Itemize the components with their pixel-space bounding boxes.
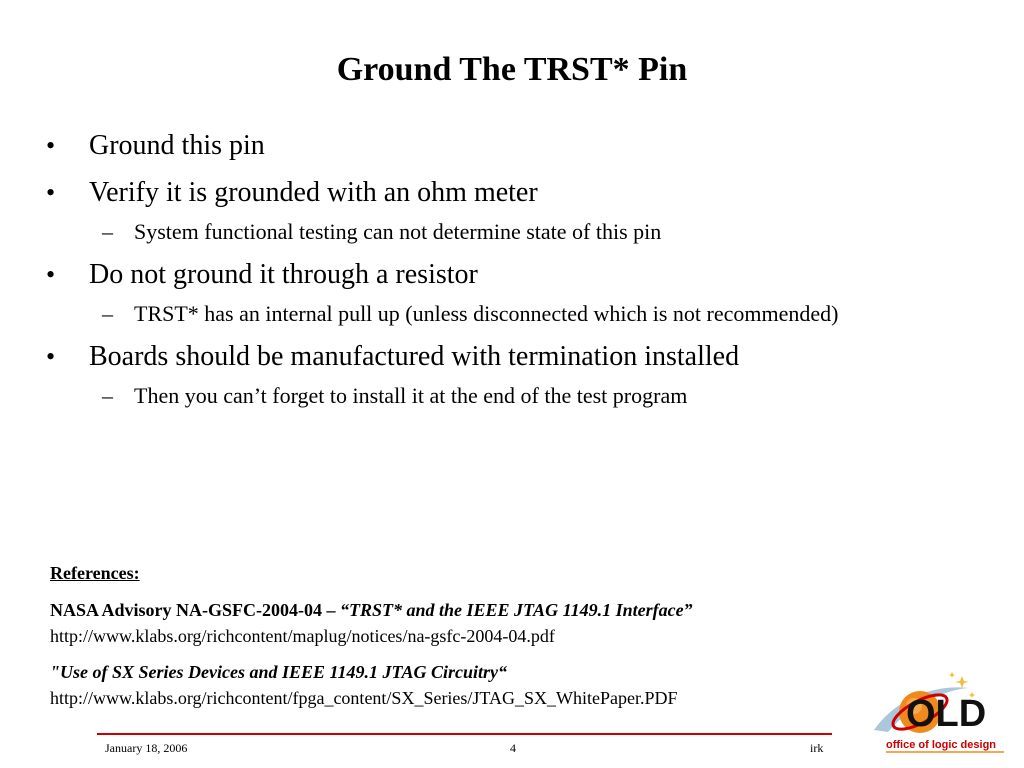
- footer-rule: [97, 733, 832, 735]
- sub-bullet-text: Then you can’t forget to install it at the end of the test program: [134, 383, 688, 408]
- sub-bullet-text: System functional testing can not determine state of this pin: [134, 219, 662, 244]
- bullet-text: Verify it is grounded with an ohm meter: [89, 177, 538, 208]
- bullet-text: Do not ground it through a resistor: [89, 259, 478, 290]
- reference-title: “TRST* and the IEEE JTAG 1149.1 Interface”: [340, 600, 693, 620]
- footer-page-number: 4: [510, 741, 516, 755]
- bullet-item: [40, 337, 940, 377]
- bullet-item: [40, 255, 940, 295]
- reference-item: [50, 597, 890, 649]
- bullet-dot-icon: •: [46, 131, 56, 160]
- bullet-list: [40, 126, 940, 412]
- reference-url[interactable]: http://www.klabs.org/richcontent/fpga_content/SX_Series/JTAG_SX_WhitePaper.PDF: [50, 688, 678, 708]
- dash-icon: –: [102, 219, 113, 244]
- bullet-item: [40, 173, 940, 213]
- dash-icon: –: [102, 301, 113, 326]
- bullet-dot-icon: •: [46, 178, 56, 207]
- references-heading: References:: [50, 563, 140, 583]
- bullet-text: Boards should be manufactured with termination installed: [89, 341, 740, 372]
- references-section: [50, 560, 890, 721]
- reference-url[interactable]: http://www.klabs.org/richcontent/maplug/notices/na-gsfc-2004-04.pdf: [50, 626, 555, 646]
- reference-lead: NASA Advisory NA-GSFC-2004-04 –: [50, 600, 341, 620]
- bullet-dot-icon: •: [46, 342, 56, 371]
- sub-bullet-item: [40, 379, 874, 412]
- sub-bullet-item: [40, 297, 874, 330]
- bullet-item: [40, 126, 940, 166]
- sub-bullet-item: [40, 215, 874, 248]
- bullet-dot-icon: •: [46, 260, 56, 289]
- logo-tagline: office of logic design: [886, 739, 997, 751]
- office-of-logic-design-logo: [866, 668, 1016, 760]
- reference-title: "Use of SX Series Devices and IEEE 1149.1 JTAG Circuitry“: [50, 662, 508, 682]
- footer-date: January 18, 2006: [105, 741, 188, 755]
- footer-author: irk: [810, 741, 824, 755]
- dash-icon: –: [102, 383, 113, 408]
- slide-title: Ground The TRST* Pin: [336, 51, 688, 88]
- reference-item: [50, 659, 890, 711]
- sub-bullet-text: TRST* has an internal pull up (unless disconnected which is not recommended): [134, 301, 839, 326]
- logo-word: OLD: [906, 693, 987, 735]
- bullet-text: Ground this pin: [89, 130, 265, 161]
